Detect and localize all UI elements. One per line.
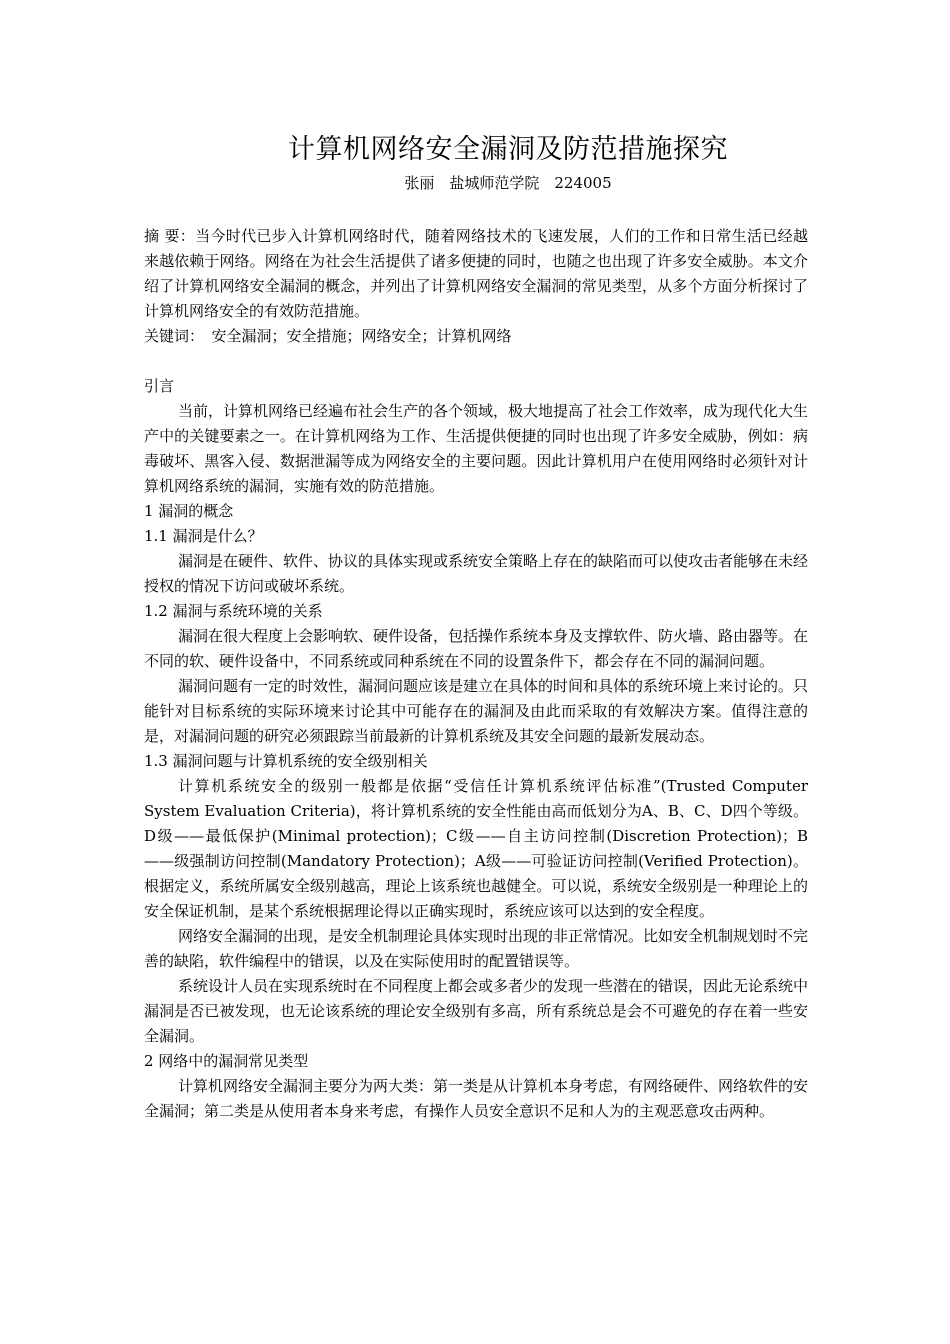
- paragraph: 漏洞在很大程度上会影响软、硬件设备，包括操作系统本身及支撑软件、防火墙、路由器等。在不同的软、硬件设备中，不同系统或同种系统在不同的设置条件下，都会存在不同的漏洞问题。: [144, 627, 809, 670]
- paragraph: 计算机网络安全漏洞主要分为两大类：第一类是从计算机本身考虑，有网络硬件、网络软件的安全漏洞；第二类是从使用者本身来考虑，有操作人员安全意识不足和人为的主观恶意攻击两种。: [144, 1077, 809, 1120]
- paragraph: 系统设计人员在实现系统时在不同程度上都会或多者少的发现一些潜在的错误，因此无论系统中漏洞是否已被发现，也无论该系统的理论安全级别有多高，所有系统总是会不可避免的存在着一些安全漏洞。: [144, 977, 809, 1045]
- paragraph: 计算机系统安全的级别一般都是依据“受信任计算机系统评估标准”(Trusted Computer System Evaluation Criteria)，将计算机系统的安全性能由高而低划分为A、B、C、D四个等级。D级——最低保护(Minimal protection)；C级——自主访问控制(Discretion Protection)；B——级强制访问控制(Mandatory Protection)；A级——可验证访问控制(Verified Protection)。根据定义，系统所属安全级别越高，理论上该系统也越健全。可以说，系统安全级别是一种理论上的安全保证机制，是某个系统根据理论得以正确实现时，系统应该可以达到的安全程度。: [144, 777, 808, 920]
- paper-page: [144, 128, 808, 1124]
- paper-title: 计算机网络安全漏洞及防范措施探究: [288, 134, 728, 165]
- paragraph: 漏洞问题有一定的时效性，漏洞问题应该是建立在具体的时间和具体的系统环境上来讨论的。只能针对目标系统的实际环境来讨论其中可能存在的漏洞及由此而采取的有效解决方案。值得注意的是，对漏洞问题的研究必须跟踪当前最新的计算机系统及其安全问题的最新发展动态。: [144, 677, 809, 745]
- abstract: [144, 224, 808, 324]
- paragraph: 漏洞是在硬件、软件、协议的具体实现或系统安全策略上存在的缺陷而可以使攻击者能够在未经授权的情况下访问或破坏系统。: [144, 552, 809, 595]
- section-heading-1-2: 1.2 漏洞与系统环境的关系: [144, 602, 323, 620]
- paragraph: 网络安全漏洞的出现，是安全机制理论具体实现时出现的非正常情况。比如安全机制规划时不完善的缺陷，软件编程中的错误，以及在实际使用时的配置错误等。: [144, 927, 809, 970]
- abstract-text: 摘 要：当今时代已步入计算机网络时代，随着网络技术的飞速发展，人们的工作和日常生活已经越来越依赖于网络。网络在为社会生活提供了诸多便捷的同时，也随之也出现了许多安全威胁。本文介绍了计算机网络安全漏洞的概念，并列出了计算机网络安全漏洞的常见类型，从多个方面分析探讨了计算机网络安全的有效防范措施。: [144, 227, 808, 320]
- section-heading-1-3: 1.3 漏洞问题与计算机系统的安全级别相关: [144, 752, 428, 770]
- section-heading-intro: 引言: [144, 377, 175, 395]
- paper-body: [144, 374, 808, 1124]
- spacer: [144, 349, 808, 374]
- paragraph: 当前，计算机网络已经遍布社会生产的各个领域，极大地提高了社会工作效率，成为现代化大生产中的关键要素之一。在计算机网络为工作、生活提供便捷的同时也出现了许多安全威胁，例如：病毒破坏、黑客入侵、数据泄漏等成为网络安全的主要问题。因此计算机用户在使用网络时必须针对计算机网络系统的漏洞，实施有效的防范措施。: [144, 402, 809, 495]
- keywords: 关键词： 安全漏洞；安全措施；网络安全；计算机网络: [144, 327, 512, 345]
- section-heading-1-1: 1.1 漏洞是什么？: [144, 527, 263, 545]
- section-heading-1: 1 漏洞的概念: [144, 502, 234, 520]
- section-heading-2: 2 网络中的漏洞常见类型: [144, 1052, 309, 1070]
- author-line: 张丽 盐城师范学院 224005: [404, 174, 612, 192]
